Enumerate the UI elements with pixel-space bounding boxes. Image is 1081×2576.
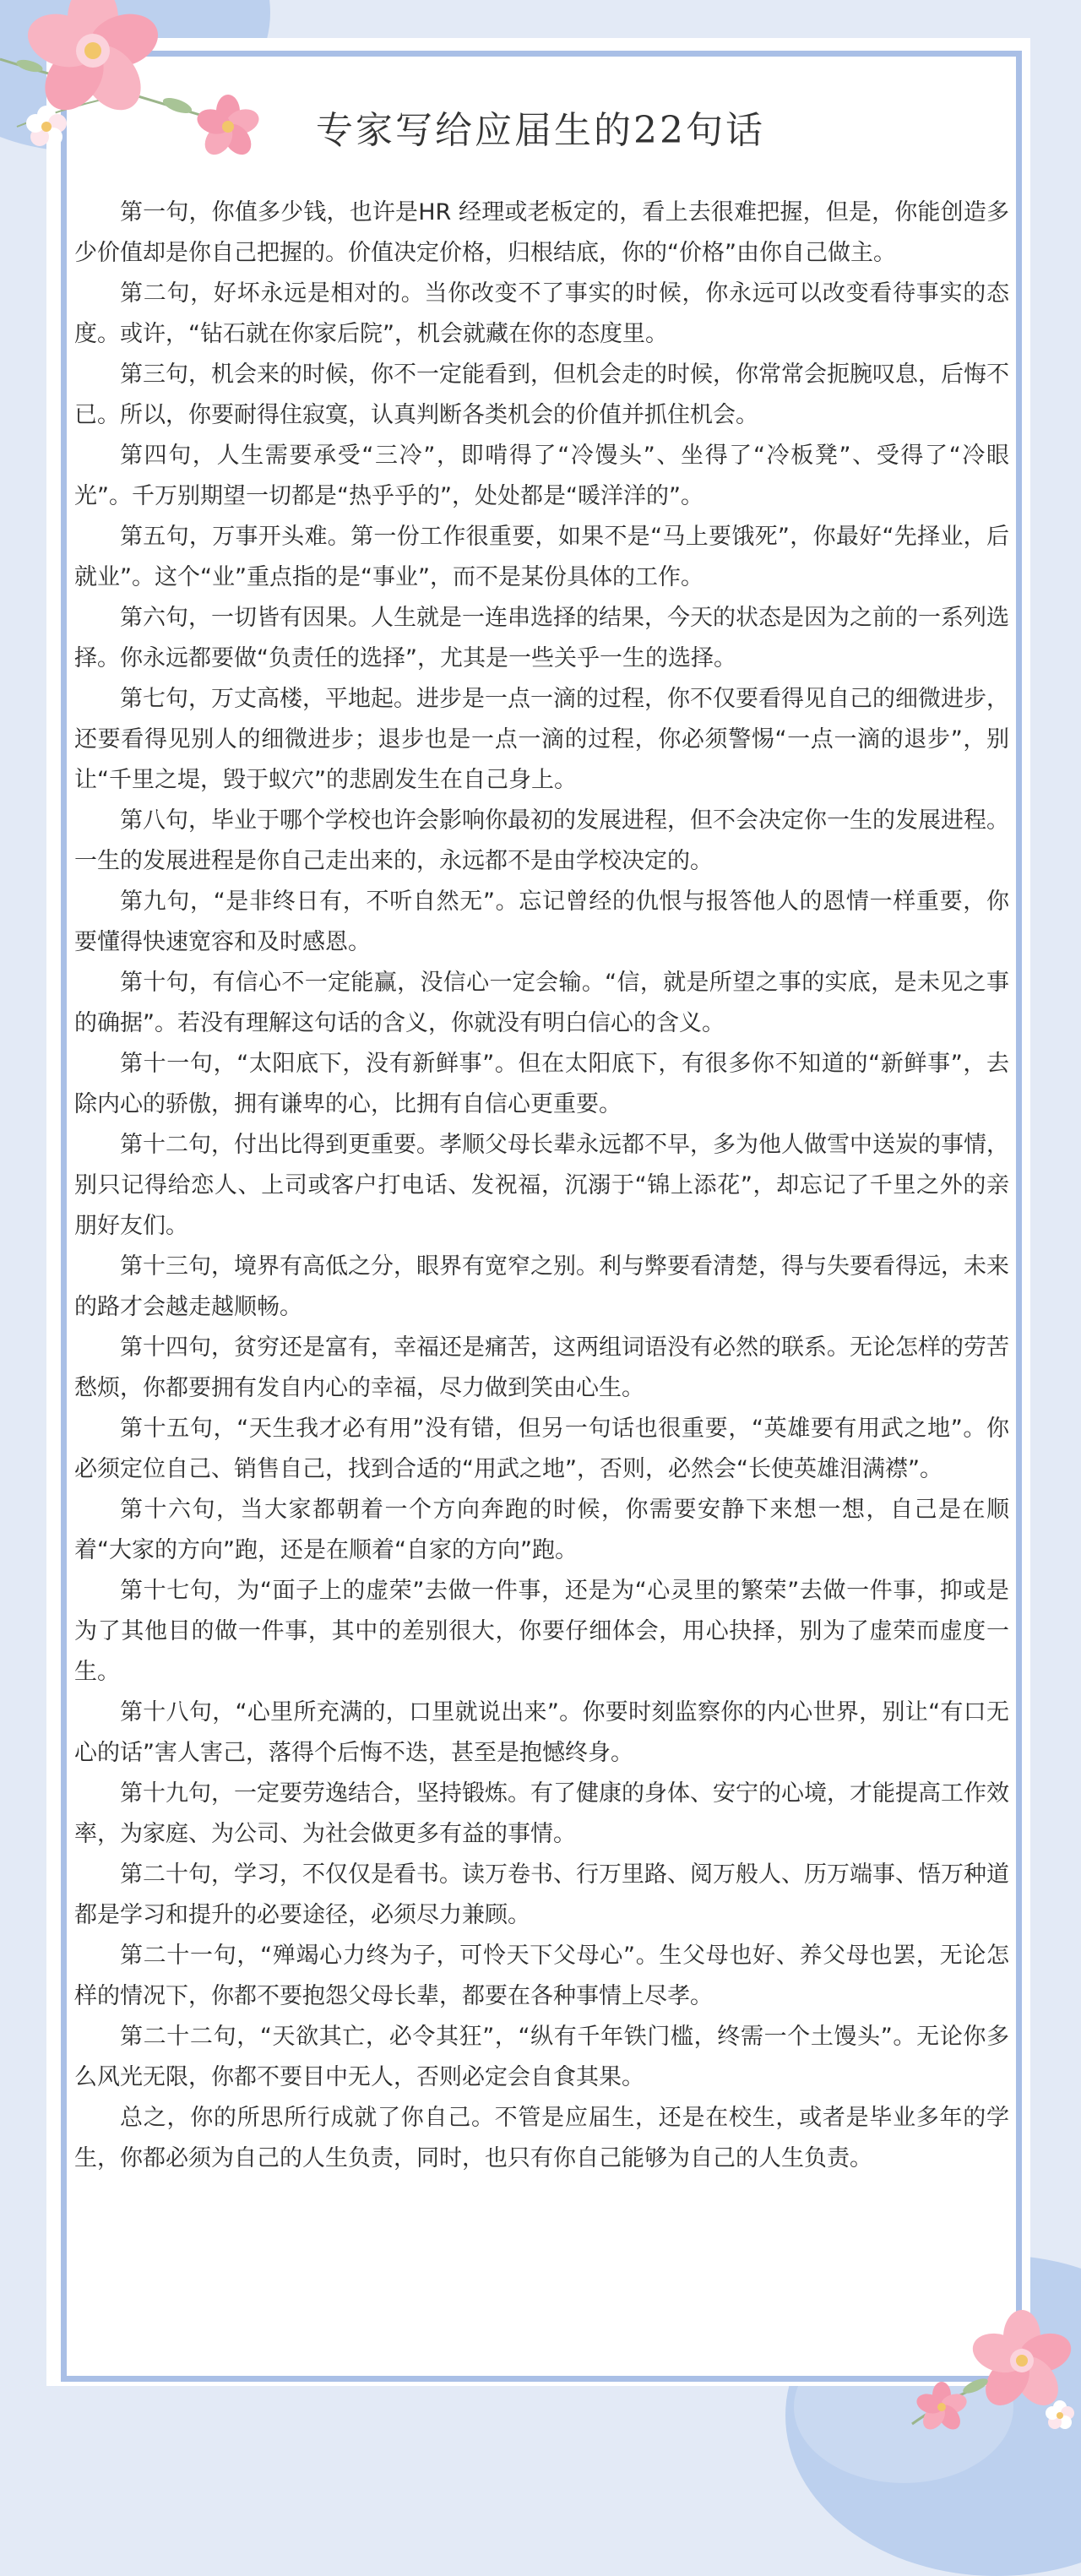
paragraph-7: 第七句，万丈高楼，平地起。进步是一点一滴的过程，你不仅要看得见自己的细微进步，还要看得见别人的细微进步；退步也是一点一滴的过程，你必须警惕“一点一滴的退步”，别让“千里之堤，毁于蚁穴”的悲剧发生在自己身上。 xyxy=(74,686,1009,793)
paragraph-conclusion: 总之，你的所思所行成就了你自己。不管是应届生，还是在校生，或者是毕业多年的学生，你都必须为自己的人生负责，同时，也只有你自己能够为自己的人生负责。 xyxy=(74,2105,1009,2171)
paragraph-13: 第十三句，境界有高低之分，眼界有宽窄之别。利与弊要看清楚，得与失要看得远，未来的路才会越走越顺畅。 xyxy=(74,1253,1009,1320)
paragraph-21: 第二十一句，“殚竭心力终为子，可怜天下父母心”。生父母也好、养父母也罢，无论怎样的情况下，你都不要抱怨父母长辈，都要在各种事情上尽孝。 xyxy=(74,1943,1009,2009)
paragraph-9: 第九句，“是非终日有，不听自然无”。忘记曾经的仇恨与报答他人的恩情一样重要，你要懂得快速宽容和及时感恩。 xyxy=(74,889,1009,955)
page-title: 专家写给应届生的22句话 xyxy=(316,109,765,152)
paragraph-15: 第十五句，“天生我才必有用”没有错，但另一句话也很重要，“英雄要有用武之地”。你必须定位自己、销售自己，找到合适的“用武之地”，否则，必然会“长使英雄泪满襟”。 xyxy=(74,1416,1009,1482)
paragraph-12: 第十二句，付出比得到更重要。孝顺父母长辈永远都不早，多为他人做雪中送炭的事情，别只记得给恋人、上司或客户打电话、发祝福，沉溺于“锦上添花”，却忘记了千里之外的亲朋好友们。 xyxy=(74,1132,1009,1239)
paragraph-8: 第八句，毕业于哪个学校也许会影响你最初的发展进程，但不会决定你一生的发展进程。一生的发展进程是你自己走出来的，永远都不是由学校决定的。 xyxy=(74,807,1009,874)
paragraph-1: 第一句，你值多少钱，也许是HR 经理或老板定的，看上去很难把握，但是，你能创造多少价值却是你自己把握的。价值决定价格，归根结底，你的“价格”由你自己做主。 xyxy=(74,199,1009,266)
paragraph-22: 第二十二句，“天欲其亡，必令其狂”，“纵有千年铁门槛，终需一个土馒头”。无论你多么风光无限，你都不要目中无人，否则必定会自食其果。 xyxy=(74,2024,1009,2090)
paragraph-5: 第五句，万事开头难。第一份工作很重要，如果不是“马上要饿死”，你最好“先择业，后就业”。这个“业”重点指的是“事业”，而不是某份具体的工作。 xyxy=(74,524,1009,590)
paragraph-3: 第三句，机会来的时候，你不一定能看到，但机会走的时候，你常常会扼腕叹息，后悔不已。所以，你要耐得住寂寞，认真判断各类机会的价值并抓住机会。 xyxy=(74,361,1009,428)
flower-cluster-bottom-right-icon xyxy=(895,2280,1081,2432)
paragraph-19: 第十九句，一定要劳逸结合，坚持锻炼。有了健康的身体、安宁的心境，才能提高工作效率，为家庭、为公司、为社会做更多有益的事情。 xyxy=(74,1780,1009,1847)
paragraph-16: 第十六句，当大家都朝着一个方向奔跑的时候，你需要安静下来想一想，自己是在顺着“大家的方向”跑，还是在顺着“自家的方向”跑。 xyxy=(74,1497,1009,1563)
paragraph-10: 第十句，有信心不一定能赢，没信心一定会输。“信，就是所望之事的实底，是未见之事的确据”。若没有理解这句话的含义，你就没有明白信心的含义。 xyxy=(74,970,1009,1036)
paragraph-4: 第四句，人生需要承受“三冷”，即啃得了“冷馒头”、坐得了“冷板凳”、受得了“冷眼光”。千万别期望一切都是“热乎乎的”，处处都是“暖洋洋的”。 xyxy=(74,443,1009,509)
paragraph-14: 第十四句，贫穷还是富有，幸福还是痛苦，这两组词语没有必然的联系。无论怎样的劳苦愁烦，你都要拥有发自内心的幸福，尽力做到笑由心生。 xyxy=(74,1334,1009,1401)
paragraph-17: 第十七句，为“面子上的虚荣”去做一件事，还是为“心灵里的繁荣”去做一件事，抑或是为了其他目的做一件事，其中的差别很大，你要仔细体会，用心抉择，别为了虚荣而虚度一生。 xyxy=(74,1578,1009,1685)
paragraph-6: 第六句，一切皆有因果。人生就是一连串选择的结果，今天的状态是因为之前的一系列选择。你永远都要做“负责任的选择”，尤其是一些关乎一生的选择。 xyxy=(74,605,1009,671)
paragraph-11: 第十一句，“太阳底下，没有新鲜事”。但在太阳底下，有很多你不知道的“新鲜事”，去除内心的骄傲，拥有谦卑的心，比拥有自信心更重要。 xyxy=(74,1051,1009,1117)
paragraph-2: 第二句，好坏永远是相对的。当你改变不了事实的时候，你永远可以改变看待事实的态度。或许，“钻石就在你家后院”，机会就藏在你的态度里。 xyxy=(74,280,1009,347)
paragraph-18: 第十八句，“心里所充满的，口里就说出来”。你要时刻监察你的内心世界，别让“有口无心的话”害人害己，落得个后悔不迭，甚至是抱憾终身。 xyxy=(74,1699,1009,1766)
article-body xyxy=(74,193,1009,2179)
paragraph-20: 第二十句，学习，不仅仅是看书。读万卷书、行万里路、阅万般人、历万端事、悟万种道都是学习和提升的必要途径，必须尽力兼顾。 xyxy=(74,1861,1009,1928)
